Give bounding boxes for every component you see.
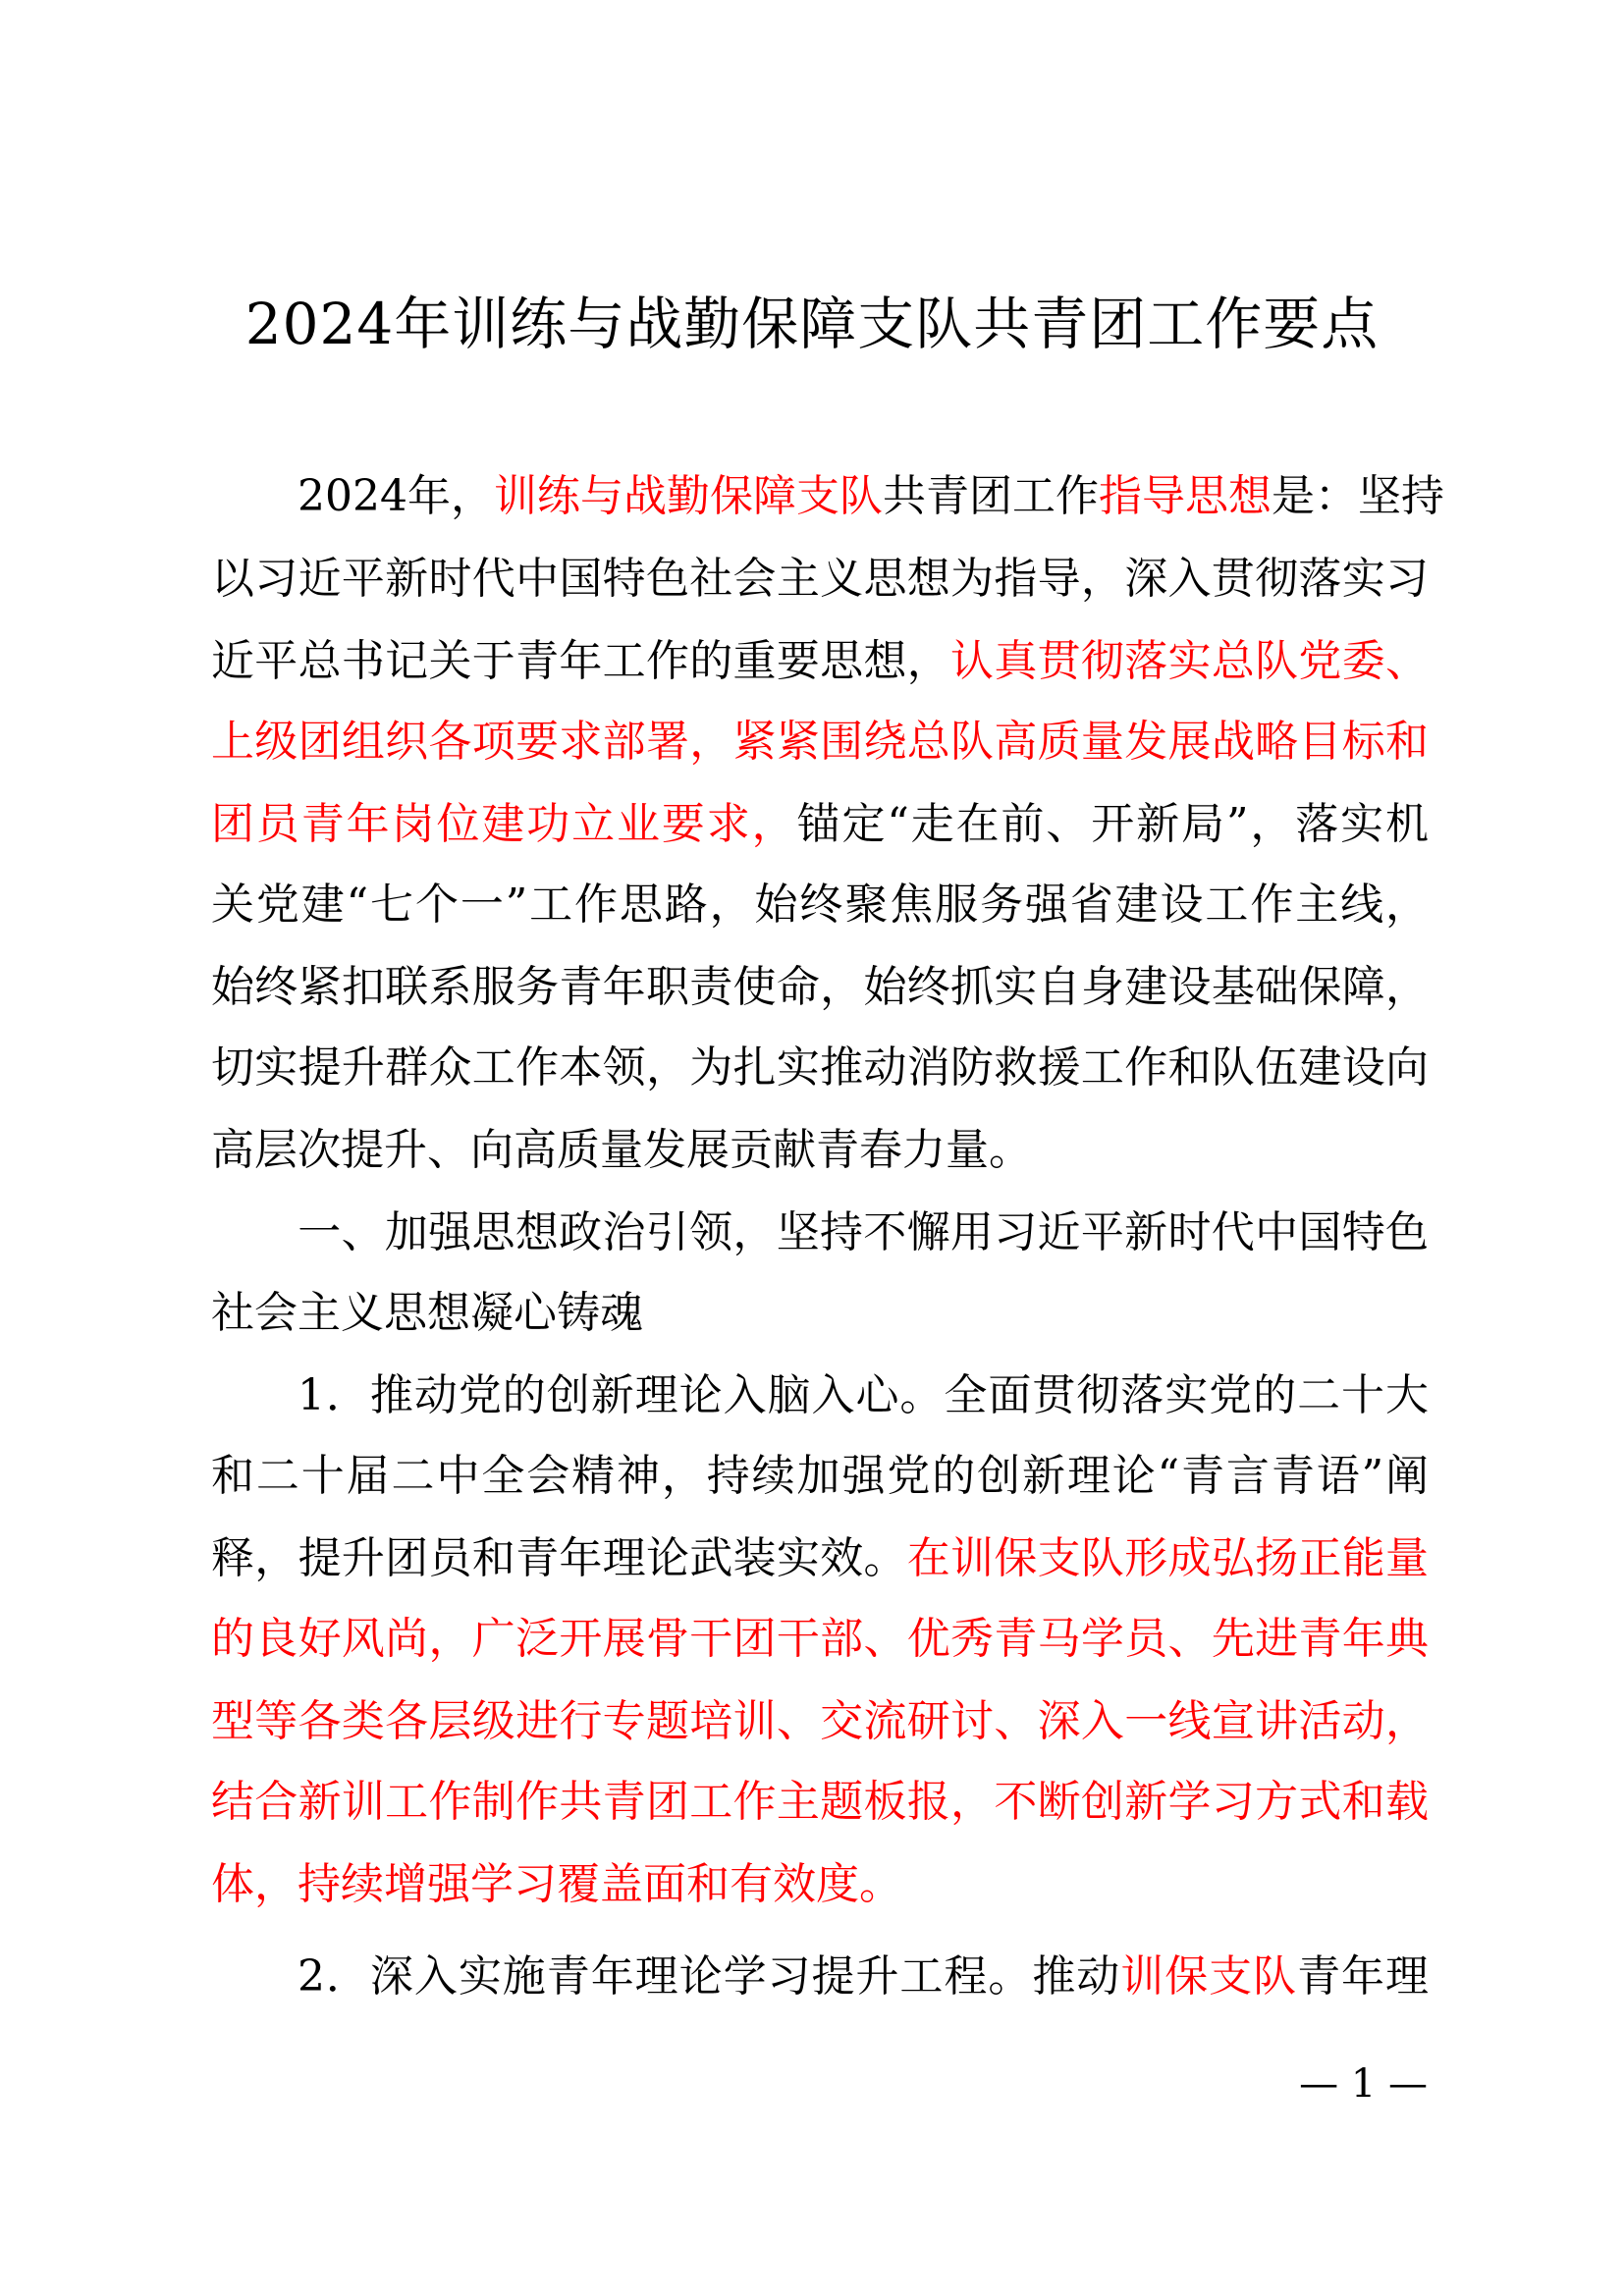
highlight-segment: 训保支队	[1120, 1951, 1298, 2002]
item-1-line-4	[211, 1610, 1429, 1669]
text-segment: 青年理	[1297, 1951, 1429, 2002]
highlight-segment: 认真贯彻落实总队党委、	[950, 636, 1430, 686]
item-1-line-5	[211, 1692, 1429, 1751]
text-segment: 是：坚持	[1271, 471, 1444, 521]
highlight-segment: 指导思想	[1098, 471, 1272, 521]
text-segment: 始终紧扣联系服务青年职责使命，始终抓实自身建设基础保障，	[211, 962, 1429, 1012]
highlight-segment: 型等各类各层级进行专题培训、交流研讨、深入一线宣讲活动，	[211, 1696, 1429, 1746]
paragraph-1-line-9	[211, 1121, 1429, 1180]
text-segment: 共青团工作	[882, 471, 1099, 521]
paragraph-1-line-7	[211, 958, 1429, 1017]
highlight-segment: 训练与战勤保障支队	[493, 471, 883, 521]
highlight-segment: 体，持续增强学习覆盖面和有效度。	[211, 1859, 902, 1909]
item-1-line-7	[211, 1855, 1429, 1914]
item-1-line-1	[211, 1366, 1429, 1425]
paragraph-1-line-1	[211, 467, 1444, 526]
paragraph-1-line-3	[211, 632, 1429, 691]
item-2-line-1	[211, 1948, 1429, 2006]
paragraph-1-line-5	[211, 795, 1429, 854]
heading-text: 一、加强思想政治引领，坚持不懈用习近平新时代中国特色	[298, 1207, 1429, 1257]
paragraph-1-line-2	[211, 550, 1429, 609]
text-segment: 锚定“走在前、开新局”，落实机	[796, 799, 1429, 849]
heading-text: 社会主义思想凝心铸魂	[211, 1288, 643, 1338]
text-segment: 2024年，	[298, 471, 494, 521]
page-number: — 1 —	[1299, 2061, 1428, 2107]
highlight-segment: 在训保支队形成弘扬正能量	[906, 1533, 1430, 1583]
highlight-segment: 上级团组织各项要求部署，紧紧围绕总队高质量发展战略目标和	[211, 717, 1429, 767]
text-segment: 1．推动党的创新理论入脑入心。全面贯彻落实党的二十大	[298, 1370, 1429, 1420]
text-segment: 切实提升群众工作本领，为扎实推动消防救援工作和队伍建设向	[211, 1042, 1429, 1093]
paragraph-1-line-6	[211, 876, 1429, 934]
highlight-segment: 团员青年岗位建功立业要求，	[211, 799, 797, 849]
text-segment: 2．深入实施青年理论学习提升工程。推动	[298, 1951, 1121, 2002]
highlight-segment: 的良好风尚，广泛开展骨干团干部、优秀青马学员、先进青年典	[211, 1614, 1429, 1664]
document-title: 2024年训练与战勤保障支队共青团工作要点	[244, 291, 1380, 357]
highlight-segment: 结合新训工作制作共青团工作主题板报，不断创新学习方式和载	[211, 1777, 1429, 1827]
paragraph-1-line-8	[211, 1039, 1429, 1097]
section-heading-line-2	[211, 1284, 1429, 1343]
text-segment: 关党建“七个一”工作思路，始终聚焦服务强省建设工作主线，	[211, 880, 1429, 930]
item-1-line-3	[211, 1529, 1429, 1588]
item-1-line-6	[211, 1773, 1429, 1832]
text-segment: 以习近平新时代中国特色社会主义思想为指导，深入贯彻落实习	[211, 554, 1429, 604]
section-heading-line-1	[211, 1203, 1429, 1262]
text-segment: 高层次提升、向高质量发展贡献青春力量。	[211, 1125, 1032, 1175]
text-segment: 释，提升团员和青年理论武装实效。	[211, 1533, 907, 1583]
item-1-line-2	[211, 1447, 1429, 1506]
paragraph-1-line-4	[211, 713, 1429, 772]
text-segment: 近平总书记关于青年工作的重要思想，	[211, 636, 951, 686]
text-segment: 和二十届二中全会精神，持续加强党的创新理论“青言青语”阐	[211, 1451, 1429, 1501]
